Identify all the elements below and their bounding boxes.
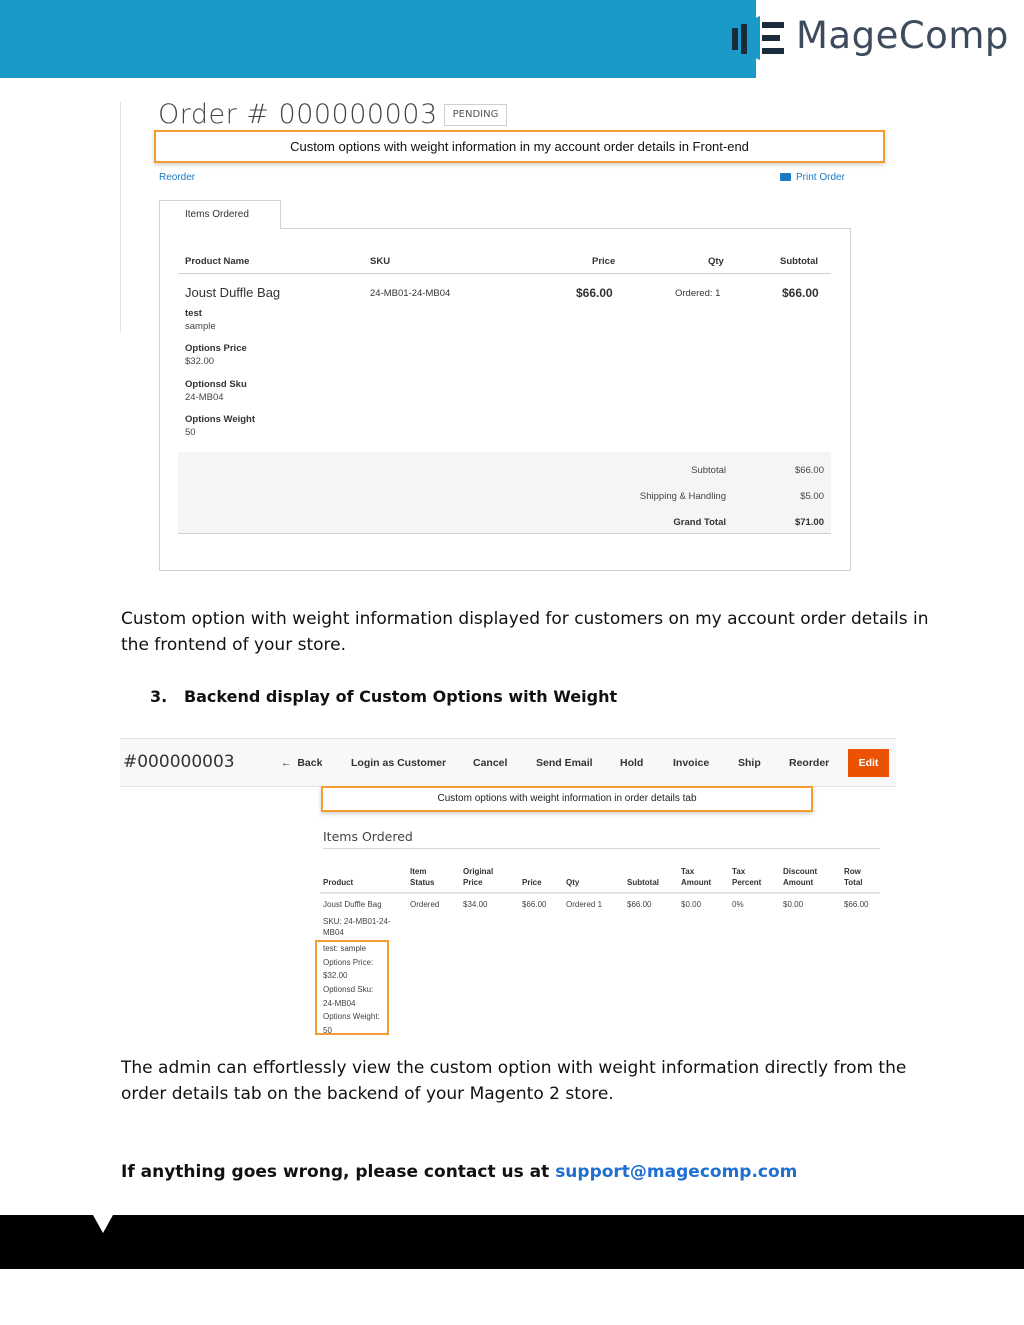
th-tax-percent [732,866,761,888]
product-qty: Ordered: 1 [675,288,721,299]
contact-line [121,1162,797,1182]
th-line: Total [844,878,863,887]
th-price: Price [522,878,542,887]
frontend-callout: Custom options with weight information in my account order details in Front-end [154,130,885,163]
contact-text: If anything goes wrong, please contact us at [121,1162,556,1182]
totals-label: Shipping & Handling [639,491,726,502]
logo-text: MageComp [796,14,1009,57]
section-number: 3. [150,687,168,706]
login-as-customer-button[interactable]: Login as Customer [351,757,447,769]
admin-order-number: #000000003 [123,752,235,772]
frontend-description: Custom option with weight information displayed for customers on my account order details in the frontend of your store. [121,609,929,655]
back-label: Back [297,757,323,769]
admin-tax-percent: 0% [732,900,744,909]
arrow-left-icon: ← [281,757,292,769]
screenshot-edge [120,102,121,332]
footer-notch [93,1215,113,1233]
th-line: Original [463,867,494,876]
admin-qty: Ordered 1 [566,900,603,909]
order-totals [178,452,831,534]
admin-subtotal: $66.00 [627,900,652,909]
product-subtotal: $66.00 [782,286,819,300]
printer-icon [780,173,791,181]
magecomp-logo-icon [732,16,788,60]
th-original-price [463,866,493,888]
admin-discount: $0.00 [783,900,804,909]
tab-items-ordered[interactable]: Items Ordered [159,200,281,229]
table-header-divider [178,273,831,274]
product-price: $66.00 [576,286,613,300]
backend-callout: Custom options with weight information in order details tab [321,786,813,812]
status-badge: PENDING [444,104,507,126]
admin-items-area [130,788,896,1050]
th-line: Price [463,878,483,887]
admin-row-total: $66.00 [844,900,869,909]
reorder-link[interactable]: Reorder [159,172,196,183]
th-discount-amount [783,866,817,888]
print-order-link[interactable] [780,172,845,183]
totals-value: $66.00 [794,465,824,476]
th-line: Amount [783,878,814,887]
th-line: Percent [732,878,762,887]
product-sku: 24-MB01-24-MB04 [370,288,451,299]
admin-option-line: $32.00 [323,971,348,980]
reorder-button[interactable]: Reorder [789,757,830,769]
grand-total-value: $71.00 [794,517,824,528]
admin-product-sku: MB04 [323,928,344,937]
invoice-button[interactable]: Invoice [673,757,710,769]
admin-action-bar [120,738,896,787]
option-value: 24-MB04 [185,392,224,403]
th-product-name: Product Name [185,256,250,267]
option-value: sample [185,321,216,332]
edit-button[interactable]: Edit [848,749,889,777]
admin-price: $66.00 [522,900,547,909]
th-price: Price [592,256,616,267]
option-label: test [185,308,202,319]
product-name: Joust Duffle Bag [185,285,281,300]
option-value: $32.00 [185,356,215,367]
th-subtotal: Subtotal [627,878,659,887]
print-order-label: Print Order [796,172,845,183]
th-line: Row [844,867,861,876]
th-sku: SKU [370,256,391,267]
th-line: Tax [681,867,695,876]
th-qty: Qty [708,256,724,267]
cancel-button[interactable]: Cancel [473,757,508,769]
totals-label: Subtotal [691,465,726,476]
order-title: Order # 000000003 [158,99,438,130]
option-label: Options Weight [185,414,256,425]
admin-option-line: test: sample [323,944,367,953]
totals-value: $5.00 [800,491,824,502]
admin-item-status: Ordered [410,900,440,909]
hold-button[interactable]: Hold [620,757,644,769]
admin-product-name: Joust Duffle Bag [323,900,382,909]
items-title-divider [323,848,880,849]
th-line: Item [410,867,427,876]
option-label: Optionsd Sku [185,379,247,390]
admin-option-line: Optionsd Sku: [323,985,374,994]
th-line: Status [410,878,435,887]
admin-option-line: 50 [323,1026,332,1035]
admin-product-sku: SKU: 24-MB01-24- [323,917,391,926]
th-subtotal: Subtotal [780,256,818,267]
th-qty: Qty [566,878,580,887]
section-heading [150,687,617,706]
support-email-link[interactable]: support@magecomp.com [555,1162,798,1182]
backend-description: The admin can effortlessly view the custom option with weight information directly from the order details tab on the backend of your Magento 2 store. [121,1058,907,1104]
th-line: Tax [732,867,746,876]
admin-table-divider [320,892,880,894]
ship-button[interactable]: Ship [738,757,761,769]
option-label: Options Price [185,343,247,354]
th-line: Amount [681,878,712,887]
admin-option-line: Options Price: [323,958,374,967]
th-tax-amount [681,866,711,888]
option-value: 50 [185,427,196,438]
section-title: Backend display of Custom Options with Weight [183,687,618,706]
send-email-button[interactable]: Send Email [536,757,593,769]
back-button[interactable] [281,757,322,769]
grand-total-label: Grand Total [673,517,726,528]
th-line: Discount [783,867,818,876]
th-product: Product [323,878,354,887]
footer-bar [0,1215,1024,1269]
admin-option-line: 24-MB04 [323,999,356,1008]
admin-option-line: Options Weight: [323,1012,380,1021]
admin-original-price: $34.00 [463,900,488,909]
th-item-status [410,866,434,888]
th-row-total [844,866,863,888]
items-ordered-title: Items Ordered [323,829,413,844]
admin-tax-amount: $0.00 [681,900,702,909]
